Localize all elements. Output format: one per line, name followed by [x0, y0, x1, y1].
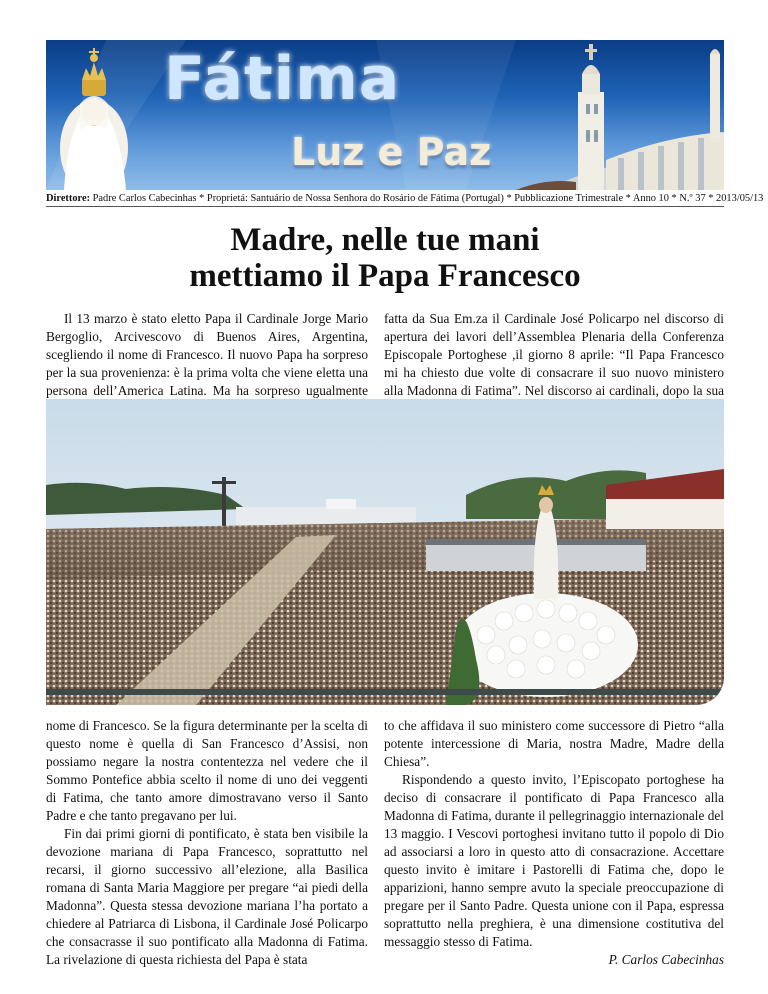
paragraph: fatta da Sua Em.za il Cardinale José Policarpo nel discorso di apertura dei lavori dell’Assemblea Plenaria della Conferenza Episcopale Portoghese ,il giorno 8 aprile: “Il Papa Francesco mi ha chiesto due volte di consacrare il suo nuovo ministero alla Madonna di Fatima”. Nel discorso ai cardinali, dopo la sua	[384, 311, 724, 398]
article-column-1-bottom	[46, 717, 368, 969]
paragraph: nome di Francesco. Se la figura determinante per la scelta di questo nome è quella di San Francesco d’Assisi, non possiamo negare la nostra contentezza nel vedere che il Sommo Pontefice abbia scelto il nome di uno dei veggenti di Fatima, che tanto amore dimostravano verso il Santo Padre e che tanto pregavano per lui.	[46, 718, 368, 823]
crowd-photo-illustration	[46, 399, 724, 705]
banner-subtitle: Luz e Paz	[291, 130, 492, 174]
headline-line-2: mettiamo il Papa Francesco	[189, 258, 581, 294]
paragraph: Rispondendo a questo invito, l’Episcopato portoghese ha deciso di consacrare il pontificato di Papa Francesco alla Madonna di Fatima, durante il pellegrinaggio internazionale del 13 maggio. I Vescovi portoghesi invitano tutto il popolo di Dio ad associarsi a loro in questo atto di consacrazione. Accettare questo invito è imitare i Pastorelli di Fatima che, dopo le apparizioni, hanno sempre avuto la speciale preoccupazione di pregare per il Santo Padre. Questa unione con il Papa, espressa soprattutto nella preghiera, è una dimensione costitutiva del messaggio stesso di Fatima.	[384, 772, 724, 949]
banner-title: Fátima	[164, 44, 401, 114]
author-signature: P. Carlos Cabecinhas	[608, 952, 724, 967]
basilica-icon	[516, 44, 724, 190]
masthead-label: Direttore:	[46, 193, 91, 204]
headline-line-1: Madre, nelle tue mani	[230, 222, 540, 258]
article-headline	[46, 222, 724, 294]
pilgrimage-photo	[46, 399, 724, 705]
paragraph: to che affidava il suo ministero come successore di Pietro “alla potente intercessione di Maria, nostra Madre, Madre della Chiesa”.	[384, 718, 724, 769]
header-banner	[46, 40, 724, 190]
paragraph: Il 13 marzo è stato eletto Papa il Cardinale Jorge Mario Bergoglio, Arcivescovo di Buenos Aires, Argentina, scegliendo il nome di Francesco. Il nuovo Papa ha sorpreso per la sua provenienza: è la prima volta che viene eletta una persona dell’America Latina. Ma ha sorpreso ugualmente	[46, 311, 368, 398]
masthead-line	[46, 193, 764, 207]
masthead-text: Padre Carlos Cabecinhas * Proprietá: Santuário de Nossa Senhora do Rosário de Fátima (Portugal) * Pubblicazione Trimestrale * Anno 10 * N.º 37 * 2013/05/13	[92, 193, 764, 204]
article-column-2-bottom	[384, 717, 724, 969]
paragraph: Fin dai primi giorni di pontificato, è stata ben visibile la devozione mariana di Papa Francesco, soprattutto nel recarsi, il giorno successivo all’elezione, alla Basilica romana di Santa Maria Maggiore per pregare “ai piedi della Madonna”. Questa stessa devozione mariana l’ha portato a chiedere al Patriarca di Lisbona, il Cardinale José Policarpo che consacrasse il suo pontificato alla Madonna di Fatima. La rivelazione di questa richiesta del Papa è stata	[46, 826, 368, 967]
